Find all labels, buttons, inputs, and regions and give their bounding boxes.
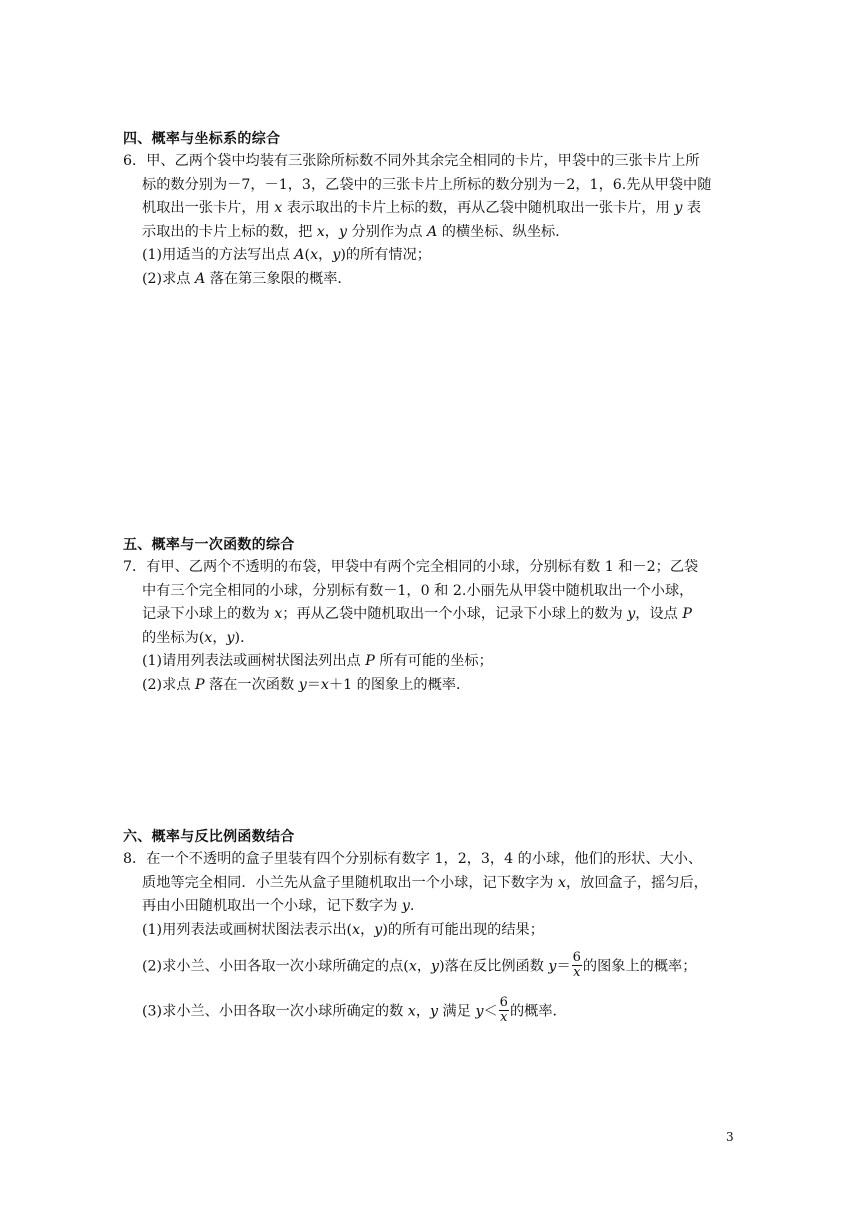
q7-line-3: 记录下小球上的数为 x；再从乙袋中随机取出一个小球，记录下小球上的数为 y，设点 P — [142, 606, 692, 623]
fraction-6-over-x: $\frac{6}{x}$ — [499, 995, 508, 1026]
section-title-6: 六、概率与反比例函数结合 — [123, 829, 295, 845]
question-8 — [123, 848, 735, 1026]
q6-line-2: 标的数分别为－7，－1，3，乙袋中的三张卡片上所标的数分别为－2，1，6.先从甲袋中随 — [142, 176, 712, 193]
q6-part-2: (2)求点 A 落在第三象限的概率． — [142, 270, 352, 287]
page-number: 3 — [726, 1130, 734, 1144]
q8-part-1: (1)用列表法或画树状图法表示出(x，y)的所有可能出现的结果； — [142, 921, 544, 938]
q7-line-1: 7．有甲、乙两个不透明的布袋，甲袋中有两个完全相同的小球，分别标有数 1 和－2；乙袋 — [123, 559, 699, 575]
question-7 — [123, 556, 735, 698]
q8-part-3: (3)求小兰、小田各取一次小球所确定的数 x，y 满足 y＜ $\frac{6}{x}$ 的概率． — [142, 995, 567, 1026]
section-title-5: 五、概率与一次函数的综合 — [123, 537, 295, 553]
q8-part-2: (2)求小兰、小田各取一次小球所确定的点(x，y)落在反比例函数 y＝ $\frac{6}{x}$ 的图象上的概率； — [142, 950, 697, 981]
q6-line-4: 示取出的卡片上标的数，把 x，y 分别作为点 A 的横坐标、纵坐标． — [142, 223, 570, 240]
q8-line-3: 再由小田随机取出一个小球，记下数字为 y. — [142, 898, 415, 915]
q6-line-3: 机取出一张卡片，用 x 表示取出的卡片上标的数，再从乙袋中随机取出一张卡片，用 y 表 — [142, 200, 702, 217]
fraction-6-over-x: $\frac{6}{x}$ — [572, 950, 581, 981]
question-6 — [123, 150, 735, 292]
q8-line-1: 8．在一个不透明的盒子里装有四个分别标有数字 1，2，3，4 的小球，他们的形状、大小、 — [123, 851, 703, 867]
q6-part-1: (1)用适当的方法写出点 A(x，y)的所有情况； — [142, 247, 431, 264]
q8-line-2: 质地等完全相同．小兰先从盒子里随机取出一个小球，记下数字为 x，放回盒子，摇匀后， — [142, 874, 708, 891]
q6-line-1: 6．甲、乙两个袋中均装有三张除所标数不同外其余完全相同的卡片，甲袋中的三张卡片上所 — [123, 153, 700, 169]
q7-line-2: 中有三个完全相同的小球，分别标有数－1，0 和 2.小丽先从甲袋中随机取出一个小球， — [142, 582, 694, 599]
q7-part-1: (1)请用列表法或画树状图法列出点 P 所有可能的坐标； — [142, 653, 493, 670]
section-title-4: 四、概率与坐标系的综合 — [123, 131, 281, 147]
q7-part-2: (2)求点 P 落在一次函数 y＝x＋1 的图象上的概率． — [142, 676, 471, 693]
q7-line-4: 的坐标为(x，y)． — [142, 629, 255, 646]
